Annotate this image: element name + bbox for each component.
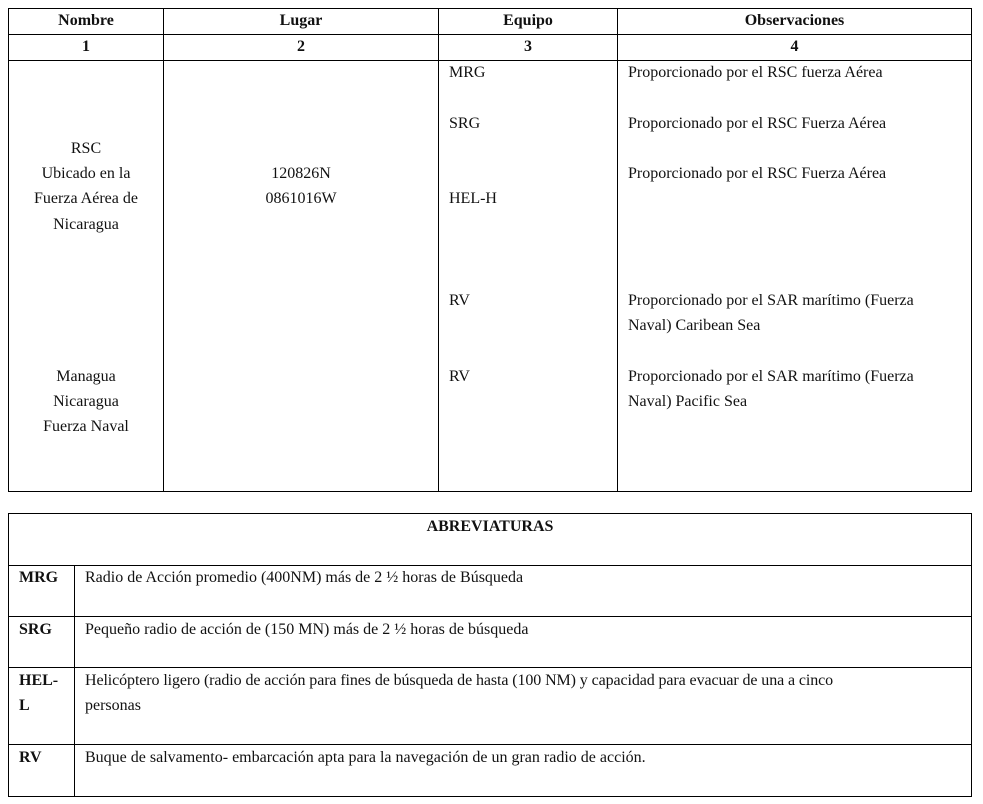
header-lugar: Lugar <box>279 12 323 29</box>
observacion-text: Proporcionado por el RSC Fuerza Aérea <box>628 115 887 132</box>
abbrev-code: L <box>19 697 30 714</box>
nombre-text: Nicaragua <box>53 216 119 233</box>
abbrev-description: Helicóptero ligero (radio de acción para fines de búsqueda de hasta (100 NM) y capacidad para evacuar de una a cinco <box>85 672 834 689</box>
abbrev-code: HEL- <box>19 672 59 689</box>
observacion-text: Naval) Caribean Sea <box>628 317 761 334</box>
nombre-text: RSC <box>70 140 102 157</box>
equipo-item: RV <box>449 368 470 385</box>
column-number-3: 3 <box>524 38 532 55</box>
abbrev-code: MRG <box>19 569 59 586</box>
observacion-text: Proporcionado por el SAR marítimo (Fuerza <box>628 368 914 385</box>
lugar-coordinate: 120826N <box>271 165 331 182</box>
equipo-item: HEL-H <box>449 190 497 207</box>
header-nombre: Nombre <box>58 12 114 29</box>
nombre-text: Fuerza Naval <box>43 418 129 435</box>
abbrev-description: Pequeño radio de acción de (150 MN) más de 2 ½ horas de búsqueda <box>85 621 529 638</box>
abbrev-description: Radio de Acción promedio (400NM) más de 2 ½ horas de Búsqueda <box>85 569 524 586</box>
equipo-item: RV <box>449 292 470 309</box>
equipo-item: MRG <box>449 64 486 81</box>
abbrev-code: SRG <box>19 621 52 638</box>
equipo-item: SRG <box>449 115 481 132</box>
observacion-text: Proporcionado por el SAR marítimo (Fuerza <box>628 292 914 309</box>
column-number-1: 1 <box>82 38 90 55</box>
column-number-4: 4 <box>790 38 799 55</box>
nombre-text: Nicaragua <box>53 393 119 410</box>
abbrev-description: personas <box>85 697 141 714</box>
header-observaciones: Observaciones <box>744 12 845 29</box>
lugar-coordinate: 0861016W <box>265 190 337 207</box>
nombre-text: Managua <box>56 368 116 385</box>
column-number-2: 2 <box>297 38 305 55</box>
header-equipo: Equipo <box>503 12 553 29</box>
abbreviations-title: ABREVIATURAS <box>426 518 554 535</box>
abbrev-code: RV <box>19 749 42 766</box>
observacion-text: Proporcionado por el RSC Fuerza Aérea <box>628 165 887 182</box>
nombre-text: Ubicado en la <box>41 165 131 182</box>
observacion-text: Proporcionado por el RSC fuerza Aérea <box>628 64 883 81</box>
abbrev-description: Buque de salvamento- embarcación apta para la navegación de un gran radio de acción. <box>85 749 646 766</box>
observacion-text: Naval) Pacific Sea <box>628 393 748 410</box>
nombre-text: Fuerza Aérea de <box>34 190 138 207</box>
